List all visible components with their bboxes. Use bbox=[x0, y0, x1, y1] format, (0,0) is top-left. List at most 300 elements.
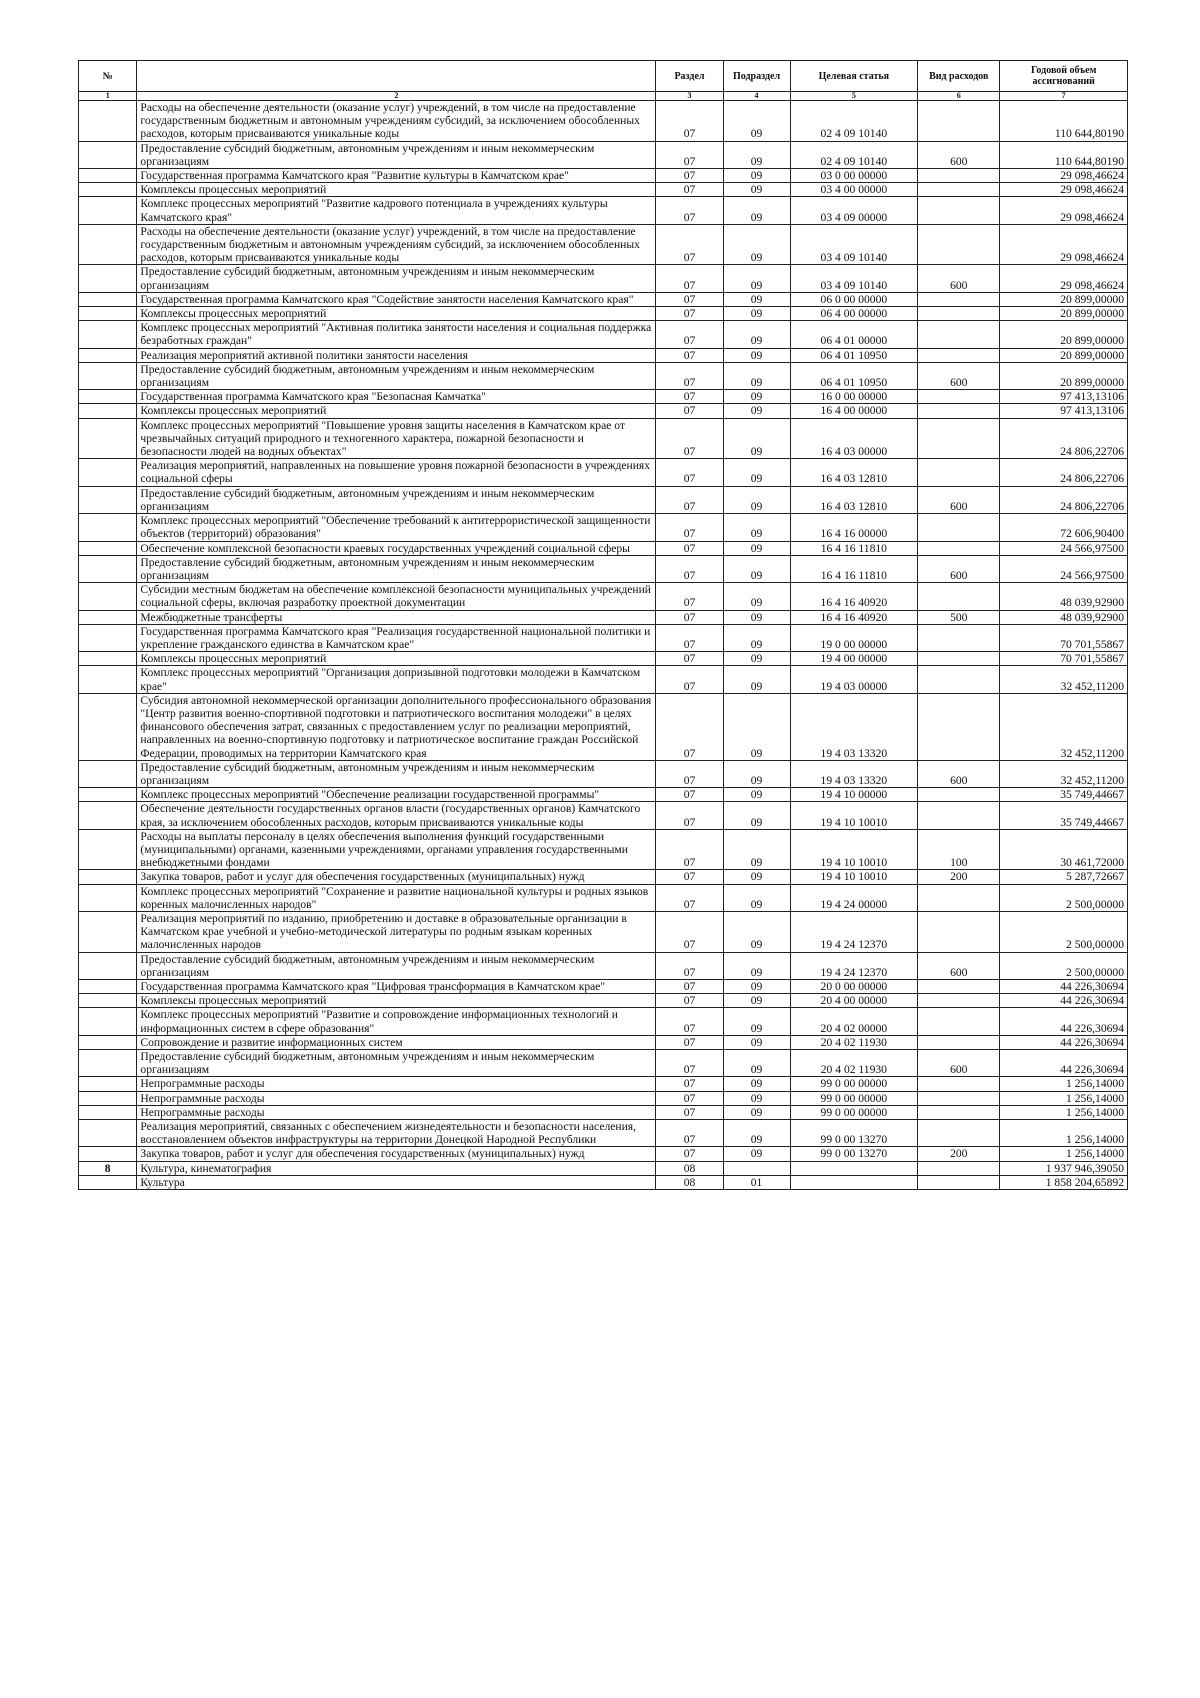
row-target-article: 99 0 00 00000 bbox=[790, 1091, 918, 1105]
row-name: Комплексы процессных мероприятий bbox=[137, 652, 656, 666]
table-row bbox=[79, 583, 1128, 610]
table-row bbox=[79, 952, 1128, 979]
row-expense-type: 200 bbox=[918, 870, 1000, 884]
table-row bbox=[79, 1008, 1128, 1035]
row-subsection: 09 bbox=[723, 666, 790, 693]
row-target-article bbox=[790, 1175, 918, 1189]
row-section: 07 bbox=[656, 404, 723, 418]
row-expense-type bbox=[918, 693, 1000, 760]
row-name: Комплексы процессных мероприятий bbox=[137, 994, 656, 1008]
row-number bbox=[79, 802, 137, 829]
column-number: 2 bbox=[137, 92, 656, 101]
row-section: 07 bbox=[656, 829, 723, 870]
row-amount: 32 452,11200 bbox=[1000, 760, 1128, 787]
row-number bbox=[79, 1077, 137, 1091]
row-section: 07 bbox=[656, 1077, 723, 1091]
row-name: Предоставление субсидий бюджетным, автономным учреждениям и иным некоммерческим организациям bbox=[137, 265, 656, 292]
row-subsection: 09 bbox=[723, 541, 790, 555]
row-amount: 70 701,55867 bbox=[1000, 624, 1128, 651]
row-section: 07 bbox=[656, 514, 723, 541]
row-subsection: 09 bbox=[723, 486, 790, 513]
row-name: Предоставление субсидий бюджетным, автономным учреждениям и иным некоммерческим организациям bbox=[137, 1050, 656, 1077]
column-number: 6 bbox=[918, 92, 1000, 101]
column-number: 1 bbox=[79, 92, 137, 101]
table-row bbox=[79, 870, 1128, 884]
row-number bbox=[79, 870, 137, 884]
row-expense-type: 600 bbox=[918, 486, 1000, 513]
row-subsection: 09 bbox=[723, 1035, 790, 1049]
row-amount: 48 039,92900 bbox=[1000, 610, 1128, 624]
row-amount: 1 256,14000 bbox=[1000, 1120, 1128, 1147]
table-row bbox=[79, 141, 1128, 168]
column-number: 4 bbox=[723, 92, 790, 101]
row-name: Комплекс процессных мероприятий "Сохранение и развитие национальной культуры и родных языков коренных малочисленных народов" bbox=[137, 884, 656, 911]
row-subsection: 01 bbox=[723, 1175, 790, 1189]
row-expense-type bbox=[918, 321, 1000, 348]
table-row bbox=[79, 760, 1128, 787]
row-target-article: 16 4 03 12810 bbox=[790, 486, 918, 513]
row-number bbox=[79, 652, 137, 666]
row-number bbox=[79, 390, 137, 404]
row-amount: 70 701,55867 bbox=[1000, 652, 1128, 666]
row-amount: 5 287,72667 bbox=[1000, 870, 1128, 884]
row-amount: 32 452,11200 bbox=[1000, 693, 1128, 760]
row-name: Субсидии местным бюджетам на обеспечение комплексной безопасности муниципальных учреждений социальной сферы, включая разработку проектной документации bbox=[137, 583, 656, 610]
row-target-article: 16 4 16 00000 bbox=[790, 514, 918, 541]
row-name: Предоставление субсидий бюджетным, автономным учреждениям и иным некоммерческим организациям bbox=[137, 555, 656, 582]
row-target-article: 06 4 01 10950 bbox=[790, 362, 918, 389]
row-amount: 29 098,46624 bbox=[1000, 183, 1128, 197]
row-amount: 29 098,46624 bbox=[1000, 169, 1128, 183]
row-target-article: 19 4 10 10010 bbox=[790, 802, 918, 829]
row-subsection: 09 bbox=[723, 829, 790, 870]
row-name: Предоставление субсидий бюджетным, автономным учреждениям и иным некоммерческим организациям bbox=[137, 486, 656, 513]
header-subsection: Подраздел bbox=[723, 61, 790, 92]
table-row bbox=[79, 994, 1128, 1008]
table-row bbox=[79, 652, 1128, 666]
row-target-article: 06 4 00 00000 bbox=[790, 307, 918, 321]
budget-sheet bbox=[78, 60, 1128, 1190]
row-name: Непрограммные расходы bbox=[137, 1105, 656, 1119]
row-number bbox=[79, 459, 137, 486]
row-section: 07 bbox=[656, 348, 723, 362]
row-expense-type: 100 bbox=[918, 829, 1000, 870]
row-name: Реализация мероприятий по изданию, приобретению и доставке в образовательные организации в Камчатском крае учебной и учебно-методической литературы по родным языкам коренных малочисленных народов bbox=[137, 911, 656, 952]
row-subsection: 09 bbox=[723, 1147, 790, 1161]
row-section: 07 bbox=[656, 1050, 723, 1077]
row-name: Государственная программа Камчатского края "Реализация государственной национальной политики и укрепление гражданского единства в Камчатском крае" bbox=[137, 624, 656, 651]
row-name: Государственная программа Камчатского края "Содействие занятости населения Камчатского края" bbox=[137, 292, 656, 306]
row-section: 07 bbox=[656, 141, 723, 168]
row-number bbox=[79, 610, 137, 624]
header-section: Раздел bbox=[656, 61, 723, 92]
row-number bbox=[79, 693, 137, 760]
row-expense-type bbox=[918, 418, 1000, 459]
row-expense-type: 600 bbox=[918, 760, 1000, 787]
row-expense-type bbox=[918, 583, 1000, 610]
row-number bbox=[79, 101, 137, 142]
row-target-article: 06 4 01 00000 bbox=[790, 321, 918, 348]
row-name: Субсидия автономной некоммерческой организации дополнительного профессионального образования "Центр развития военно-спортивной подготовки и патриотического воспитания молодежи" в целях финансового обеспечения затрат, связанных с предоставлением услуг по реализации мероприятий, направленных на военно-спортивную подготовку и патриотическое воспитание граждан Российской Федерации, проводимых на территории Камчатского края bbox=[137, 693, 656, 760]
row-section: 07 bbox=[656, 1120, 723, 1147]
row-expense-type bbox=[918, 183, 1000, 197]
row-name: Комплекс процессных мероприятий "Развитие и сопровождение информационных технологий и информационных систем в сфере образования" bbox=[137, 1008, 656, 1035]
row-expense-type bbox=[918, 1008, 1000, 1035]
row-expense-type bbox=[918, 884, 1000, 911]
row-subsection: 09 bbox=[723, 197, 790, 224]
row-number bbox=[79, 788, 137, 802]
row-section: 07 bbox=[656, 1147, 723, 1161]
table-row bbox=[79, 348, 1128, 362]
row-name: Закупка товаров, работ и услуг для обеспечения государственных (муниципальных) нужд bbox=[137, 1147, 656, 1161]
row-section: 07 bbox=[656, 1091, 723, 1105]
row-number bbox=[79, 418, 137, 459]
row-expense-type: 200 bbox=[918, 1147, 1000, 1161]
row-amount: 97 413,13106 bbox=[1000, 390, 1128, 404]
row-target-article: 99 0 00 00000 bbox=[790, 1077, 918, 1091]
row-expense-type bbox=[918, 802, 1000, 829]
row-number bbox=[79, 197, 137, 224]
row-section: 07 bbox=[656, 418, 723, 459]
row-section: 07 bbox=[656, 486, 723, 513]
row-target-article: 03 4 09 10140 bbox=[790, 224, 918, 265]
row-target-article: 99 0 00 00000 bbox=[790, 1105, 918, 1119]
row-section: 07 bbox=[656, 101, 723, 142]
row-number bbox=[79, 141, 137, 168]
row-amount: 1 256,14000 bbox=[1000, 1147, 1128, 1161]
row-subsection: 09 bbox=[723, 404, 790, 418]
column-number: 5 bbox=[790, 92, 918, 101]
row-number bbox=[79, 911, 137, 952]
row-target-article: 19 4 24 12370 bbox=[790, 952, 918, 979]
row-target-article: 03 0 00 00000 bbox=[790, 169, 918, 183]
row-section: 07 bbox=[656, 870, 723, 884]
row-section: 07 bbox=[656, 760, 723, 787]
row-target-article: 06 4 01 10950 bbox=[790, 348, 918, 362]
row-subsection: 09 bbox=[723, 583, 790, 610]
table-row bbox=[79, 1120, 1128, 1147]
table-row bbox=[79, 884, 1128, 911]
row-section: 07 bbox=[656, 583, 723, 610]
row-section: 07 bbox=[656, 183, 723, 197]
row-subsection: 09 bbox=[723, 1008, 790, 1035]
row-section: 07 bbox=[656, 541, 723, 555]
row-expense-type bbox=[918, 624, 1000, 651]
row-name: Комплексы процессных мероприятий bbox=[137, 183, 656, 197]
row-expense-type bbox=[918, 169, 1000, 183]
row-name: Межбюджетные трансферты bbox=[137, 610, 656, 624]
row-amount: 30 461,72000 bbox=[1000, 829, 1128, 870]
row-section: 07 bbox=[656, 1105, 723, 1119]
row-target-article: 16 4 16 40920 bbox=[790, 610, 918, 624]
row-name: Обеспечение комплексной безопасности краевых государственных учреждений социальной сферы bbox=[137, 541, 656, 555]
row-target-article: 16 4 16 11810 bbox=[790, 541, 918, 555]
row-target-article: 02 4 09 10140 bbox=[790, 101, 918, 142]
row-section: 07 bbox=[656, 911, 723, 952]
row-name: Предоставление субсидий бюджетным, автономным учреждениям и иным некоммерческим организациям bbox=[137, 760, 656, 787]
row-target-article: 19 4 10 00000 bbox=[790, 788, 918, 802]
row-name: Государственная программа Камчатского края "Безопасная Камчатка" bbox=[137, 390, 656, 404]
row-name: Закупка товаров, работ и услуг для обеспечения государственных (муниципальных) нужд bbox=[137, 870, 656, 884]
row-amount: 110 644,80190 bbox=[1000, 101, 1128, 142]
row-amount: 29 098,46624 bbox=[1000, 265, 1128, 292]
row-expense-type: 600 bbox=[918, 265, 1000, 292]
row-expense-type bbox=[918, 101, 1000, 142]
table-row bbox=[79, 1091, 1128, 1105]
row-number bbox=[79, 1175, 137, 1189]
row-amount: 20 899,00000 bbox=[1000, 292, 1128, 306]
row-target-article: 19 4 10 10010 bbox=[790, 829, 918, 870]
row-name: Реализация мероприятий активной политики занятости населения bbox=[137, 348, 656, 362]
table-row bbox=[79, 666, 1128, 693]
row-amount: 20 899,00000 bbox=[1000, 307, 1128, 321]
row-name: Комплексы процессных мероприятий bbox=[137, 404, 656, 418]
row-subsection: 09 bbox=[723, 802, 790, 829]
row-subsection: 09 bbox=[723, 362, 790, 389]
row-number bbox=[79, 486, 137, 513]
row-expense-type bbox=[918, 541, 1000, 555]
row-amount: 44 226,30694 bbox=[1000, 980, 1128, 994]
table-row bbox=[79, 1147, 1128, 1161]
row-target-article: 03 4 00 00000 bbox=[790, 183, 918, 197]
row-number bbox=[79, 321, 137, 348]
row-subsection: 09 bbox=[723, 459, 790, 486]
row-target-article: 19 4 03 00000 bbox=[790, 666, 918, 693]
row-section: 07 bbox=[656, 980, 723, 994]
row-name: Предоставление субсидий бюджетным, автономным учреждениям и иным некоммерческим организациям bbox=[137, 952, 656, 979]
row-name: Сопровождение и развитие информационных систем bbox=[137, 1035, 656, 1049]
table-row bbox=[79, 1050, 1128, 1077]
row-amount: 48 039,92900 bbox=[1000, 583, 1128, 610]
row-name: Реализация мероприятий, направленных на повышение уровня пожарной безопасности в учреждениях социальной сферы bbox=[137, 459, 656, 486]
table-row bbox=[79, 486, 1128, 513]
table-row bbox=[79, 610, 1128, 624]
row-number bbox=[79, 624, 137, 651]
row-number bbox=[79, 541, 137, 555]
row-expense-type bbox=[918, 224, 1000, 265]
row-section: 07 bbox=[656, 802, 723, 829]
row-expense-type bbox=[918, 666, 1000, 693]
row-target-article: 20 0 00 00000 bbox=[790, 980, 918, 994]
row-number bbox=[79, 666, 137, 693]
row-subsection: 09 bbox=[723, 1077, 790, 1091]
row-target-article: 16 4 16 11810 bbox=[790, 555, 918, 582]
row-target-article: 16 4 16 40920 bbox=[790, 583, 918, 610]
row-section: 07 bbox=[656, 788, 723, 802]
row-subsection: 09 bbox=[723, 514, 790, 541]
table-body bbox=[79, 101, 1128, 1190]
row-section: 07 bbox=[656, 1035, 723, 1049]
row-amount: 24 806,22706 bbox=[1000, 459, 1128, 486]
header-row bbox=[79, 61, 1128, 92]
row-section: 07 bbox=[656, 952, 723, 979]
header-target: Целевая статья bbox=[790, 61, 918, 92]
row-target-article: 03 4 09 00000 bbox=[790, 197, 918, 224]
table-row bbox=[79, 169, 1128, 183]
row-amount: 35 749,44667 bbox=[1000, 802, 1128, 829]
row-target-article: 16 0 00 00000 bbox=[790, 390, 918, 404]
row-number bbox=[79, 1147, 137, 1161]
row-number bbox=[79, 224, 137, 265]
row-amount: 29 098,46624 bbox=[1000, 224, 1128, 265]
row-amount: 24 566,97500 bbox=[1000, 555, 1128, 582]
row-name: Комплекс процессных мероприятий "Организация допризывной подготовки молодежи в Камчатском крае" bbox=[137, 666, 656, 693]
table-row bbox=[79, 418, 1128, 459]
table-row bbox=[79, 1105, 1128, 1119]
row-number bbox=[79, 404, 137, 418]
row-subsection: 09 bbox=[723, 884, 790, 911]
row-subsection: 09 bbox=[723, 911, 790, 952]
row-number bbox=[79, 1035, 137, 1049]
row-target-article: 19 4 03 13320 bbox=[790, 760, 918, 787]
row-target-article: 20 4 02 11930 bbox=[790, 1050, 918, 1077]
table-row bbox=[79, 1035, 1128, 1049]
row-section: 07 bbox=[656, 321, 723, 348]
row-expense-type bbox=[918, 404, 1000, 418]
row-section: 07 bbox=[656, 224, 723, 265]
row-target-article: 19 4 00 00000 bbox=[790, 652, 918, 666]
row-expense-type bbox=[918, 514, 1000, 541]
row-section: 08 bbox=[656, 1175, 723, 1189]
row-section: 07 bbox=[656, 197, 723, 224]
table-row bbox=[79, 459, 1128, 486]
row-subsection bbox=[723, 1161, 790, 1175]
row-name: Реализация мероприятий, связанных с обеспечением жизнедеятельности и безопасности населения, восстановлением объектов инфраструктуры на территории Донецкой Народной Республики bbox=[137, 1120, 656, 1147]
row-section: 07 bbox=[656, 555, 723, 582]
row-number bbox=[79, 292, 137, 306]
row-expense-type bbox=[918, 1120, 1000, 1147]
row-expense-type bbox=[918, 1091, 1000, 1105]
row-section: 07 bbox=[656, 624, 723, 651]
table-row bbox=[79, 1175, 1128, 1189]
row-number bbox=[79, 952, 137, 979]
row-number bbox=[79, 760, 137, 787]
row-section: 07 bbox=[656, 169, 723, 183]
row-subsection: 09 bbox=[723, 760, 790, 787]
row-name: Комплекс процессных мероприятий "Обеспечение требований к антитеррористической защищенности объектов (территорий) образования" bbox=[137, 514, 656, 541]
row-name: Комплекс процессных мероприятий "Развитие кадрового потенциала в учреждениях культуры Камчатского края" bbox=[137, 197, 656, 224]
row-name: Обеспечение деятельности государственных органов власти (государственных органов) Камчатского края, за исключением обособленных расходов, которым присваиваются уникальные коды bbox=[137, 802, 656, 829]
row-name: Комплекс процессных мероприятий "Активная политика занятости населения и социальная поддержка безработных граждан" bbox=[137, 321, 656, 348]
row-amount: 1 937 946,39050 bbox=[1000, 1161, 1128, 1175]
row-target-article bbox=[790, 1161, 918, 1175]
row-subsection: 09 bbox=[723, 418, 790, 459]
row-expense-type bbox=[918, 390, 1000, 404]
row-number bbox=[79, 307, 137, 321]
row-target-article: 16 4 03 00000 bbox=[790, 418, 918, 459]
table-row bbox=[79, 980, 1128, 994]
row-number bbox=[79, 514, 137, 541]
row-subsection: 09 bbox=[723, 610, 790, 624]
row-number bbox=[79, 980, 137, 994]
row-subsection: 09 bbox=[723, 994, 790, 1008]
row-name: Непрограммные расходы bbox=[137, 1077, 656, 1091]
row-name: Комплекс процессных мероприятий "Обеспечение реализации государственной программы" bbox=[137, 788, 656, 802]
row-expense-type: 600 bbox=[918, 555, 1000, 582]
table-row bbox=[79, 265, 1128, 292]
table-row bbox=[79, 390, 1128, 404]
row-amount: 1 858 204,65892 bbox=[1000, 1175, 1128, 1189]
row-amount: 24 806,22706 bbox=[1000, 418, 1128, 459]
row-target-article: 19 4 24 12370 bbox=[790, 911, 918, 952]
table-row bbox=[79, 911, 1128, 952]
row-section: 07 bbox=[656, 265, 723, 292]
table-row bbox=[79, 321, 1128, 348]
row-expense-type bbox=[918, 1035, 1000, 1049]
row-number bbox=[79, 1050, 137, 1077]
row-target-article: 19 4 03 13320 bbox=[790, 693, 918, 760]
row-section: 07 bbox=[656, 884, 723, 911]
row-number bbox=[79, 1120, 137, 1147]
row-number bbox=[79, 348, 137, 362]
table-row bbox=[79, 1077, 1128, 1091]
row-number bbox=[79, 1105, 137, 1119]
row-expense-type: 600 bbox=[918, 1050, 1000, 1077]
table-row bbox=[79, 802, 1128, 829]
table-row bbox=[79, 624, 1128, 651]
row-number bbox=[79, 994, 137, 1008]
row-section: 07 bbox=[656, 994, 723, 1008]
table-row bbox=[79, 292, 1128, 306]
row-number bbox=[79, 183, 137, 197]
row-amount: 20 899,00000 bbox=[1000, 362, 1128, 389]
row-number bbox=[79, 169, 137, 183]
row-amount: 1 256,14000 bbox=[1000, 1077, 1128, 1091]
row-target-article: 20 4 00 00000 bbox=[790, 994, 918, 1008]
row-amount: 97 413,13106 bbox=[1000, 404, 1128, 418]
row-amount: 24 566,97500 bbox=[1000, 541, 1128, 555]
table-row bbox=[79, 101, 1128, 142]
row-expense-type bbox=[918, 292, 1000, 306]
row-name: Расходы на обеспечение деятельности (оказание услуг) учреждений, в том числе на предоставление государственным бюджетным и автономным учреждениям субсидий, за исключением обособленных расходов, которым присваиваются уникальные коды bbox=[137, 224, 656, 265]
row-amount: 2 500,00000 bbox=[1000, 884, 1128, 911]
row-amount: 1 256,14000 bbox=[1000, 1091, 1128, 1105]
row-subsection: 09 bbox=[723, 348, 790, 362]
row-section: 07 bbox=[656, 459, 723, 486]
row-subsection: 09 bbox=[723, 101, 790, 142]
row-amount: 24 806,22706 bbox=[1000, 486, 1128, 513]
row-amount: 44 226,30694 bbox=[1000, 1050, 1128, 1077]
row-subsection: 09 bbox=[723, 1050, 790, 1077]
row-target-article: 20 4 02 00000 bbox=[790, 1008, 918, 1035]
row-expense-type: 500 bbox=[918, 610, 1000, 624]
row-subsection: 09 bbox=[723, 788, 790, 802]
row-number bbox=[79, 1008, 137, 1035]
row-subsection: 09 bbox=[723, 952, 790, 979]
table-row bbox=[79, 224, 1128, 265]
row-name: Предоставление субсидий бюджетным, автономным учреждениям и иным некоммерческим организациям bbox=[137, 362, 656, 389]
row-section: 07 bbox=[656, 693, 723, 760]
row-amount: 20 899,00000 bbox=[1000, 348, 1128, 362]
row-amount: 2 500,00000 bbox=[1000, 952, 1128, 979]
row-subsection: 09 bbox=[723, 555, 790, 582]
row-subsection: 09 bbox=[723, 265, 790, 292]
table-row bbox=[79, 514, 1128, 541]
row-section: 07 bbox=[656, 652, 723, 666]
row-subsection: 09 bbox=[723, 141, 790, 168]
row-target-article: 99 0 00 13270 bbox=[790, 1147, 918, 1161]
row-number bbox=[79, 829, 137, 870]
table-row bbox=[79, 693, 1128, 760]
row-expense-type bbox=[918, 980, 1000, 994]
header-expense-type: Вид расходов bbox=[918, 61, 1000, 92]
table-row bbox=[79, 307, 1128, 321]
column-number: 7 bbox=[1000, 92, 1128, 101]
budget-table bbox=[78, 60, 1128, 1190]
row-section: 07 bbox=[656, 610, 723, 624]
row-number: 8 bbox=[79, 1161, 137, 1175]
row-section: 07 bbox=[656, 1008, 723, 1035]
